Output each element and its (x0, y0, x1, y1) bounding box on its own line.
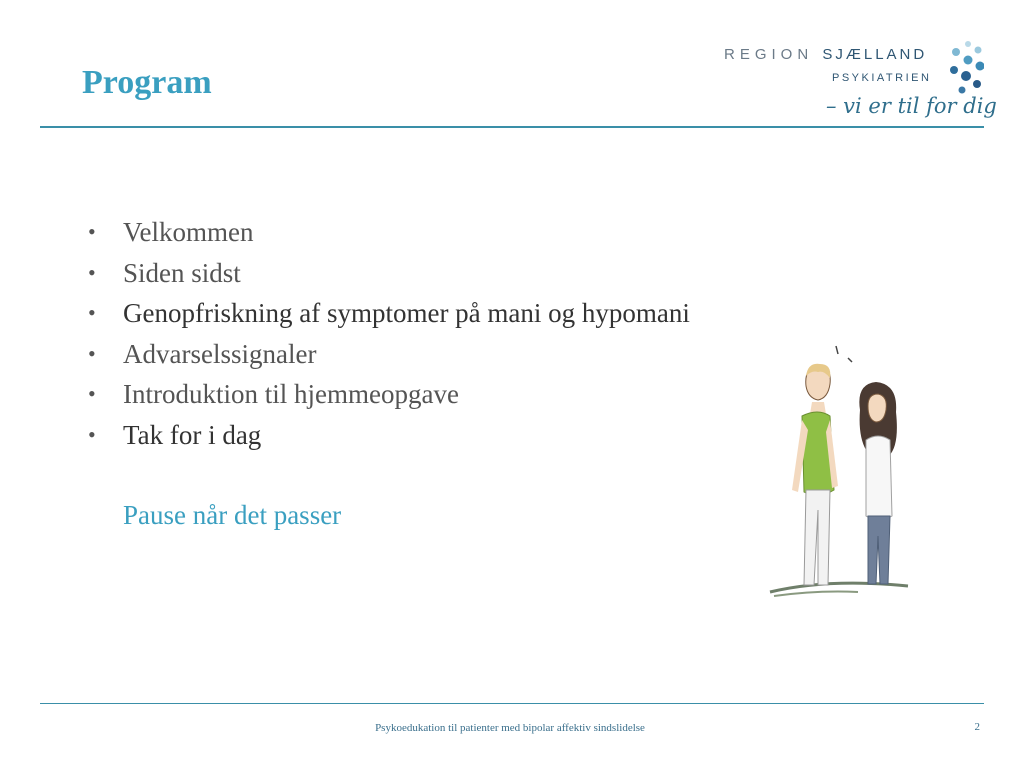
agenda-item (88, 334, 690, 375)
agenda-item-label: Genopfriskning af symptomer på mani og hypomani (123, 298, 690, 328)
logo-tagline: – vi er til for dig (826, 94, 997, 118)
agenda-item-label: Siden sidst (123, 257, 241, 288)
bullet-icon: • (88, 259, 96, 285)
bullet-icon: • (88, 340, 96, 366)
footer-divider (40, 703, 984, 704)
agenda-item (88, 374, 690, 415)
logo-sjaelland-word: SJÆLLAND (822, 46, 928, 63)
page-number: 2 (974, 721, 980, 733)
footer-caption: Psykoedukation til patienter med bipolar affektiv sindslidelse (375, 722, 645, 734)
agenda-list (88, 212, 690, 455)
agenda-item-label: Advarselssignaler (123, 338, 317, 369)
pause-note: Pause når det passer (123, 500, 342, 530)
logo-psykiatrien-text: PSYKIATRIEN (832, 72, 932, 84)
slide-title: Program (82, 64, 212, 101)
agenda-item-label: Velkommen (123, 217, 254, 247)
bullet-icon: • (88, 381, 96, 406)
agenda-item-label: Introduktion til hjemmeopgave (123, 379, 459, 409)
agenda-item (88, 212, 690, 253)
bullet-icon: • (88, 421, 96, 447)
agenda-item (88, 293, 690, 334)
logo-region-text (724, 46, 927, 63)
logo-region-word: REGION (724, 46, 814, 63)
region-sjaelland-logo (722, 40, 997, 130)
header-divider (40, 126, 984, 128)
agenda-item-label: Tak for i dag (123, 419, 262, 450)
dots-logo-icon (944, 40, 984, 100)
agenda-item (88, 415, 690, 456)
bullet-icon: • (88, 219, 96, 244)
two-people-illustration (768, 340, 918, 602)
agenda-item (88, 253, 690, 294)
bullet-icon: • (88, 300, 96, 325)
